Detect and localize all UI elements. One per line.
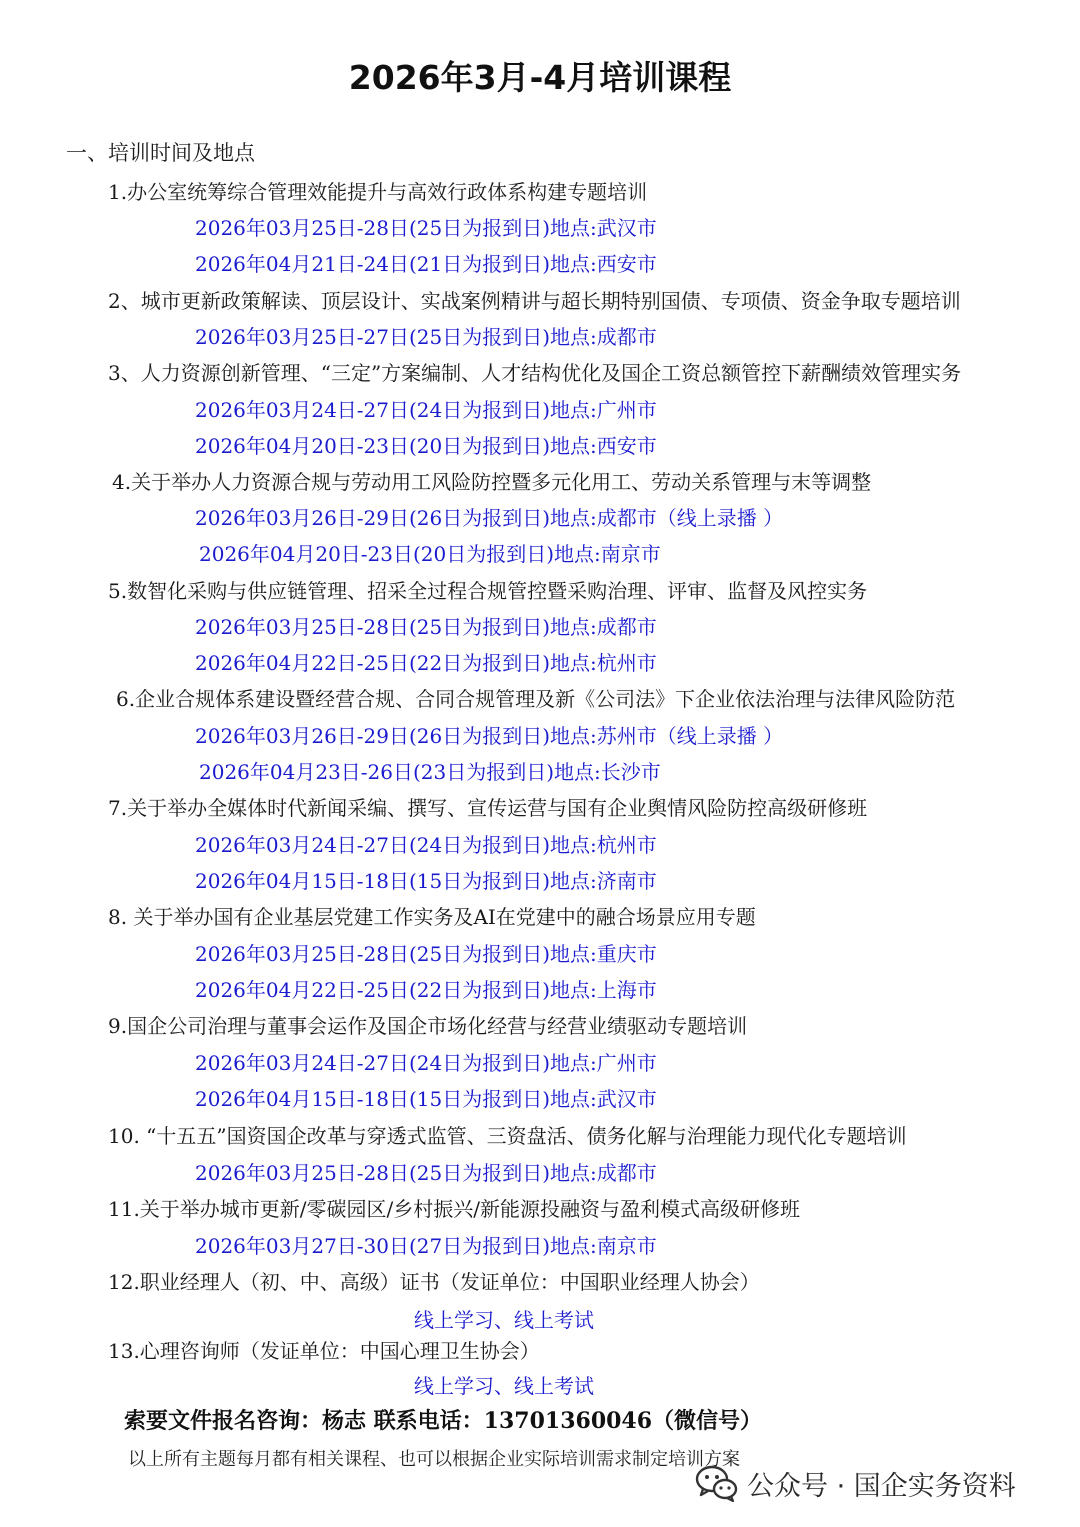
course-title: 11.关于举办城市更新/零碳园区/乡村振兴/新能源投融资与盈利模式高级研修班 (108, 1197, 801, 1221)
course-schedule: 2026年04月23日-26日(23日为报到日)地点:长沙市 (199, 760, 661, 784)
wechat-icon (695, 1464, 739, 1502)
course-schedule: 2026年04月21日-24日(21日为报到日)地点:西安市 (195, 252, 657, 276)
course-delivery-mode: 线上学习、线上考试 (414, 1374, 594, 1398)
course-title: 2、城市更新政策解读、顶层设计、实战案例精讲与超长期特别国债、专项债、资金争取专题培训 (108, 289, 961, 313)
course-schedule: 2026年04月15日-18日(15日为报到日)地点:济南市 (195, 869, 657, 893)
course-title: 4.关于举办人力资源合规与劳动用工风险防控暨多元化用工、劳动关系管理与末等调整 (112, 470, 872, 494)
contact-info: 索要文件报名咨询：杨志 联系电话：13701360046（微信号） (124, 1408, 763, 1434)
course-delivery-mode: 线上学习、线上考试 (414, 1308, 594, 1332)
course-title: 1.办公室统筹综合管理效能提升与高效行政体系构建专题培训 (108, 180, 648, 204)
course-schedule: 2026年03月25日-28日(25日为报到日)地点:武汉市 (195, 216, 657, 240)
watermark (695, 1461, 1016, 1505)
course-title: 7.关于举办全媒体时代新闻采编、撰写、宣传运营与国有企业舆情风险防控高级研修班 (108, 796, 868, 820)
course-title: 3、人力资源创新管理、“三定”方案编制、人才结构优化及国企工资总额管控下薪酬绩效管理实务 (108, 361, 962, 385)
course-schedule: 2026年03月26日-29日(26日为报到日)地点:苏州市（线上录播 ） (195, 724, 784, 748)
course-schedule: 2026年04月15日-18日(15日为报到日)地点:武汉市 (195, 1087, 657, 1111)
page-title: 2026年3月-4月培训课程 (348, 58, 732, 97)
course-title: 10. “十五五”国资国企改革与穿透式监管、三资盘活、债务化解与治理能力现代化专题培训 (108, 1124, 907, 1148)
course-schedule: 2026年03月24日-27日(24日为报到日)地点:广州市 (195, 1051, 657, 1075)
course-title: 8. 关于举办国有企业基层党建工作实务及AI在党建中的融合场景应用专题 (108, 905, 756, 929)
course-schedule: 2026年03月25日-28日(25日为报到日)地点:成都市 (195, 615, 657, 639)
course-schedule: 2026年03月25日-28日(25日为报到日)地点:成都市 (195, 1161, 657, 1185)
course-schedule: 2026年04月22日-25日(22日为报到日)地点:上海市 (195, 978, 657, 1002)
course-schedule: 2026年04月22日-25日(22日为报到日)地点:杭州市 (195, 651, 657, 675)
course-schedule: 2026年04月20日-23日(20日为报到日)地点:南京市 (199, 542, 661, 566)
course-title: 5.数智化采购与供应链管理、招采全过程合规管控暨采购治理、评审、监督及风控实务 (108, 579, 868, 603)
course-schedule: 2026年04月20日-23日(20日为报到日)地点:西安市 (195, 434, 657, 458)
course-title: 9.国企公司治理与董事会运作及国企市场化经营与经营业绩驱动专题培训 (108, 1014, 748, 1038)
watermark-text: 公众号 · 国企实务资料 (747, 1470, 1016, 1502)
footnote: 以上所有主题每月都有相关课程、也可以根据企业实际培训需求制定培训方案 (128, 1449, 740, 1470)
course-schedule: 2026年03月25日-28日(25日为报到日)地点:重庆市 (195, 942, 657, 966)
course-title: 13.心理咨询师（发证单位：中国心理卫生协会） (108, 1339, 540, 1363)
course-schedule: 2026年03月24日-27日(24日为报到日)地点:杭州市 (195, 833, 657, 857)
course-schedule: 2026年03月24日-27日(24日为报到日)地点:广州市 (195, 398, 657, 422)
course-title: 6.企业合规体系建设暨经营合规、合同合规管理及新《公司法》下企业依法治理与法律风险防范 (116, 687, 956, 711)
course-schedule: 2026年03月25日-27日(25日为报到日)地点:成都市 (195, 325, 657, 349)
course-schedule: 2026年03月26日-29日(26日为报到日)地点:成都市（线上录播 ） (195, 506, 784, 530)
course-title: 12.职业经理人（初、中、高级）证书（发证单位：中国职业经理人协会） (108, 1270, 760, 1294)
course-schedule: 2026年03月27日-30日(27日为报到日)地点:南京市 (195, 1234, 657, 1258)
section-heading: 一、培训时间及地点 (66, 141, 255, 165)
